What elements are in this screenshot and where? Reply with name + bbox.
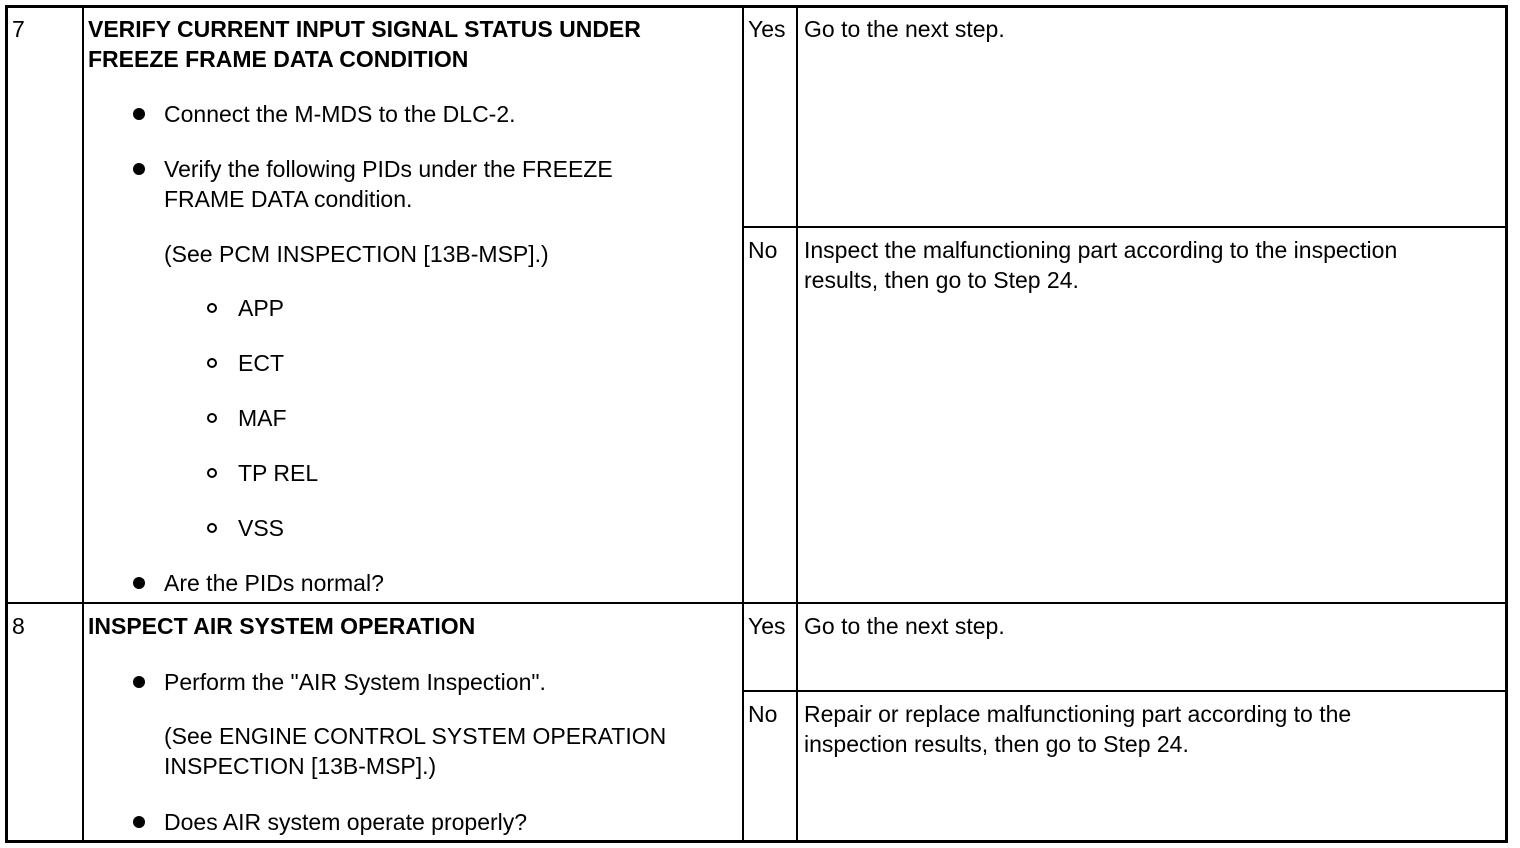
sub-bullet-icon — [207, 303, 217, 313]
row7-yes-no-divider — [742, 226, 1506, 228]
reference-text: (See PCM INSPECTION [13B-MSP].) — [164, 241, 549, 267]
yes-action: Go to the next step. — [804, 16, 1005, 42]
pid-item: MAF — [238, 405, 287, 431]
step-title: VERIFY CURRENT INPUT SIGNAL STATUS UNDER — [88, 16, 641, 42]
sub-bullet-icon — [207, 413, 217, 423]
no-action: results, then go to Step 24. — [804, 267, 1079, 293]
column-divider-result — [796, 6, 798, 842]
no-label: No — [748, 237, 778, 263]
pid-item: TP REL — [238, 460, 319, 486]
yes-label: Yes — [748, 613, 786, 639]
sub-bullet-icon — [207, 358, 217, 368]
pid-item: VSS — [238, 515, 285, 541]
sub-bullet-icon — [207, 523, 217, 533]
column-divider-action — [742, 6, 744, 842]
instruction-text: Verify the following PIDs under the FREEZE — [164, 156, 613, 182]
bullet-icon — [133, 676, 145, 688]
yes-action: Go to the next step. — [804, 613, 1005, 639]
reference-text: (See ENGINE CONTROL SYSTEM OPERATION — [164, 723, 667, 749]
yes-label: Yes — [748, 16, 786, 42]
pid-item: APP — [238, 295, 285, 321]
sub-bullet-icon — [207, 468, 217, 478]
bullet-icon — [133, 108, 145, 120]
step-title: INSPECT AIR SYSTEM OPERATION — [88, 613, 476, 639]
pid-item: ECT — [238, 350, 284, 376]
row8-yes-no-divider — [742, 690, 1506, 692]
no-label: No — [748, 701, 778, 727]
row-divider-7-8 — [6, 602, 1506, 604]
no-action: Repair or replace malfunctioning part according to the — [804, 701, 1352, 727]
bullet-icon — [133, 816, 145, 828]
instruction-text: Connect the M-MDS to the DLC-2. — [164, 101, 516, 127]
step-title: FREEZE FRAME DATA CONDITION — [88, 46, 469, 72]
step-number: 7 — [12, 16, 25, 42]
instruction-text: Does AIR system operate properly? — [164, 809, 528, 835]
bullet-icon — [133, 577, 145, 589]
column-divider-step — [82, 6, 84, 842]
reference-text: INSPECTION [13B-MSP].) — [164, 753, 437, 779]
bullet-icon — [133, 163, 145, 175]
no-action: Inspect the malfunctioning part according to the inspection — [804, 237, 1398, 263]
step-number: 8 — [12, 613, 25, 639]
instruction-text: Are the PIDs normal? — [164, 570, 384, 596]
instruction-text: FRAME DATA condition. — [164, 186, 413, 212]
instruction-text: Perform the "AIR System Inspection". — [164, 669, 546, 695]
no-action: inspection results, then go to Step 24. — [804, 731, 1189, 757]
